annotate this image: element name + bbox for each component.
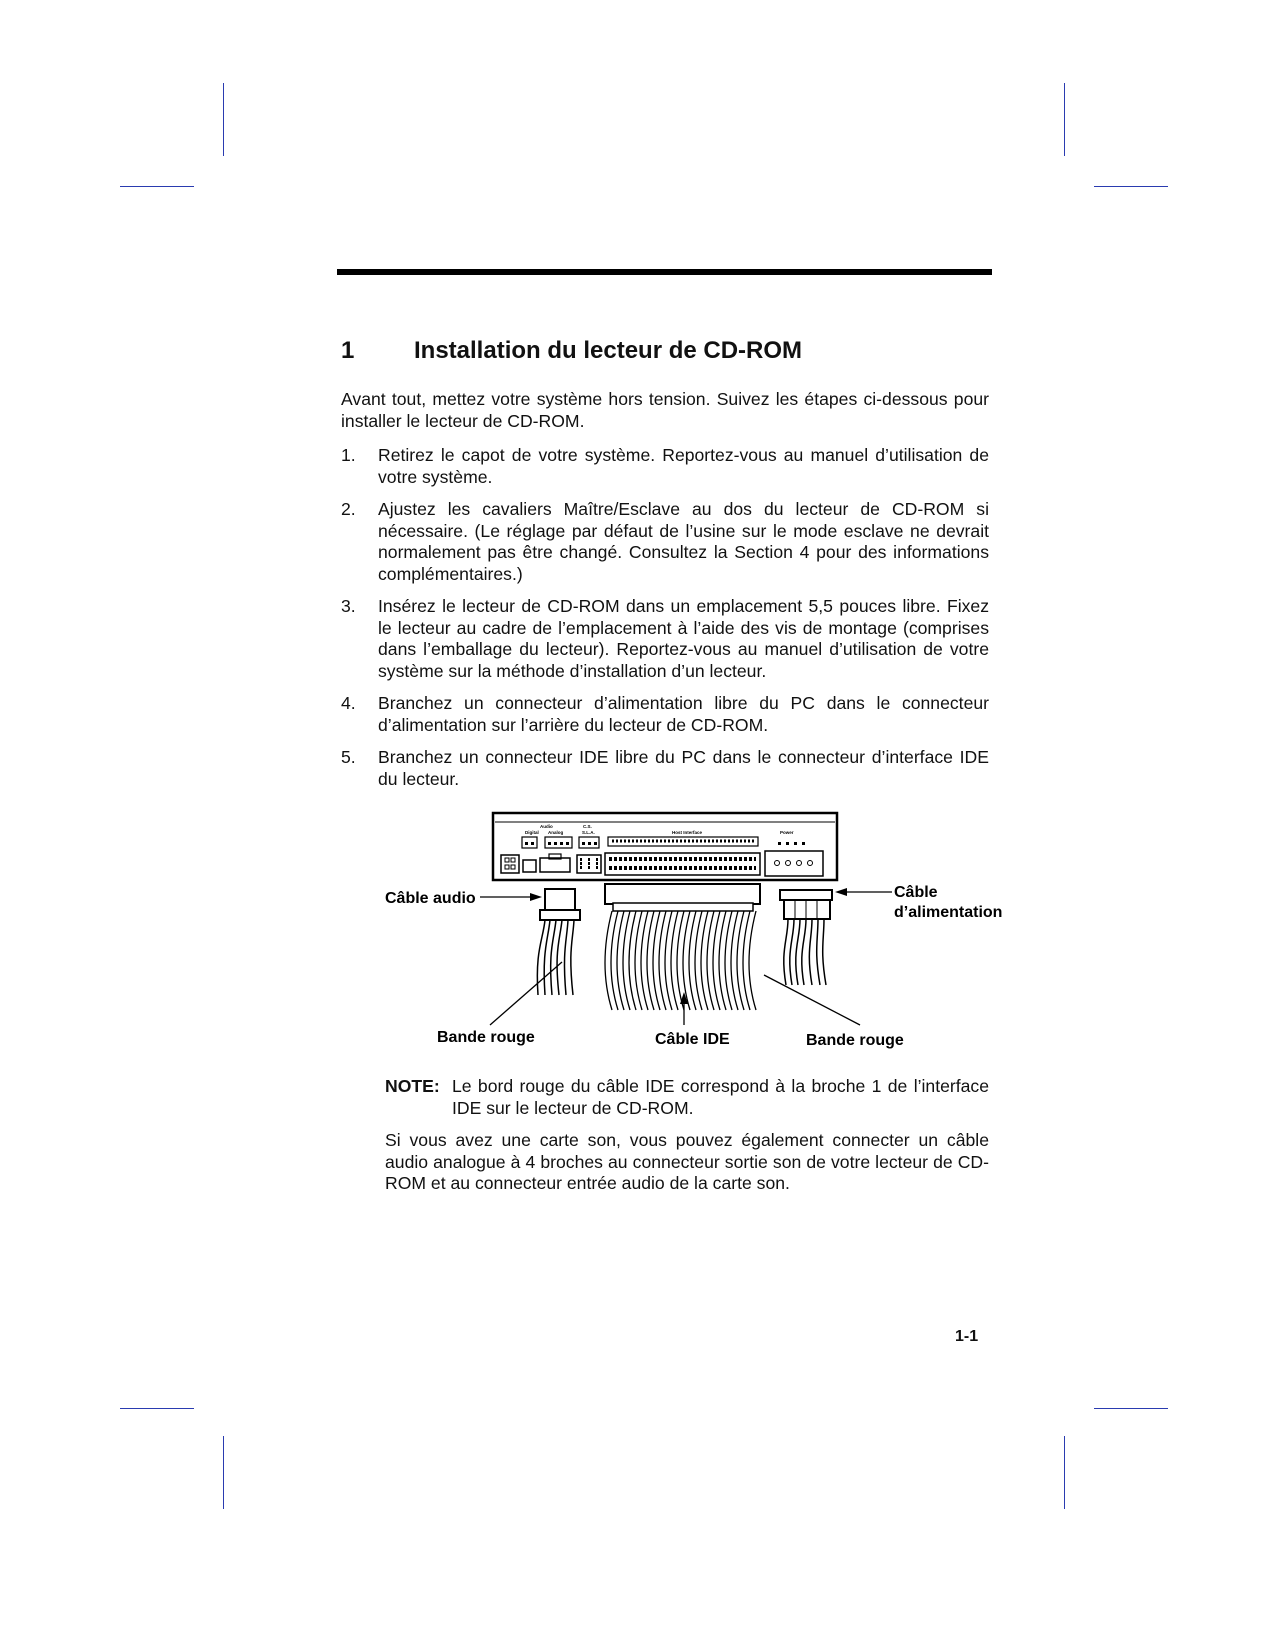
step-text: Branchez un connecteur IDE libre du PC dans le connecteur d’interface IDE du lecteur. — [378, 747, 989, 789]
label-power-cable-2: d’alimentation — [894, 904, 1003, 921]
audio-plug — [545, 889, 575, 911]
label-red-stripe-left: Bande rouge — [437, 1029, 535, 1046]
section-number: 1 — [341, 337, 355, 364]
list-item — [341, 596, 989, 682]
panel-label-csel-1: C.S. — [583, 824, 592, 829]
step-number: 4. — [341, 693, 356, 713]
cdrom-connection-diagram — [370, 800, 1010, 1070]
crop-mark — [1064, 1436, 1065, 1509]
crop-mark — [223, 1436, 224, 1509]
sound-card-paragraph: Si vous avez une carte son, vous pouvez également connecter un câble audio analogue à 4 broches au connecteur sortie son de votre lecteur de CD-ROM et au connecteur entrée audio de la carte son. — [385, 1130, 989, 1193]
step-number: 3. — [341, 596, 356, 616]
ide-plug — [605, 884, 760, 904]
steps-list — [341, 445, 989, 801]
label-red-stripe-right: Bande rouge — [806, 1032, 904, 1049]
list-item — [341, 499, 989, 585]
panel-label-analog: Analog — [548, 830, 564, 835]
crop-mark — [223, 83, 224, 156]
panel-label-audio: Audio — [540, 824, 553, 829]
step-number: 5. — [341, 747, 356, 767]
panel-label-digital: Digital — [525, 830, 539, 835]
step-text: Insérez le lecteur de CD-ROM dans un emplacement 5,5 pouces libre. Fixez le lecteur au cadre de l’emplacement à l’aide des vis de montage (comprises dans l’emballage du lecteur). Reportez-vous au manuel d’utilisation de votre système sur la méthode d’installation d’un lecteur. — [378, 596, 989, 681]
page-number: 1-1 — [955, 1328, 979, 1345]
step-text: Retirez le capot de votre système. Reportez-vous au manuel d’utilisation de votre système. — [378, 445, 989, 487]
crop-mark — [120, 1408, 194, 1409]
note-block — [385, 1076, 989, 1119]
panel-label-power: Power — [780, 830, 794, 835]
crop-mark — [1094, 1408, 1168, 1409]
panel-label-host: Host Interface — [672, 830, 703, 835]
step-number: 2. — [341, 499, 356, 519]
section-title: Installation du lecteur de CD-ROM — [414, 337, 803, 364]
power-plug — [780, 890, 832, 900]
list-item — [341, 445, 989, 488]
note-label: NOTE: — [385, 1076, 440, 1096]
intro-paragraph: Avant tout, mettez votre système hors tension. Suivez les étapes ci-dessous pour installer le lecteur de CD-ROM. — [341, 389, 989, 431]
step-text: Ajustez les cavaliers Maître/Esclave au dos du lecteur de CD-ROM si nécessaire. (Le réglage par défaut de l’usine sur le mode esclave ne devrait normalement pas être changé. Consultez la Section 4 pour des informations complémentaires.) — [378, 499, 989, 584]
label-ide-cable: Câble IDE — [655, 1031, 730, 1048]
crop-mark — [120, 186, 194, 187]
crop-mark — [1094, 186, 1168, 187]
label-audio-cable: Câble audio — [385, 890, 476, 907]
step-text: Branchez un connecteur d’alimentation libre du PC dans le connecteur d’alimentation sur l’arrière du lecteur de CD-ROM. — [378, 693, 989, 735]
label-power-cable-1: Câble — [894, 884, 938, 901]
panel-label-csel-2: S.L.A. — [582, 830, 595, 835]
crop-mark — [1064, 83, 1065, 156]
list-item — [341, 747, 989, 790]
step-number: 1. — [341, 445, 356, 465]
list-item — [341, 693, 989, 736]
header-rule — [337, 269, 992, 275]
note-text: Le bord rouge du câble IDE correspond à la broche 1 de l’interface IDE sur le lecteur de CD-ROM. — [452, 1076, 989, 1118]
